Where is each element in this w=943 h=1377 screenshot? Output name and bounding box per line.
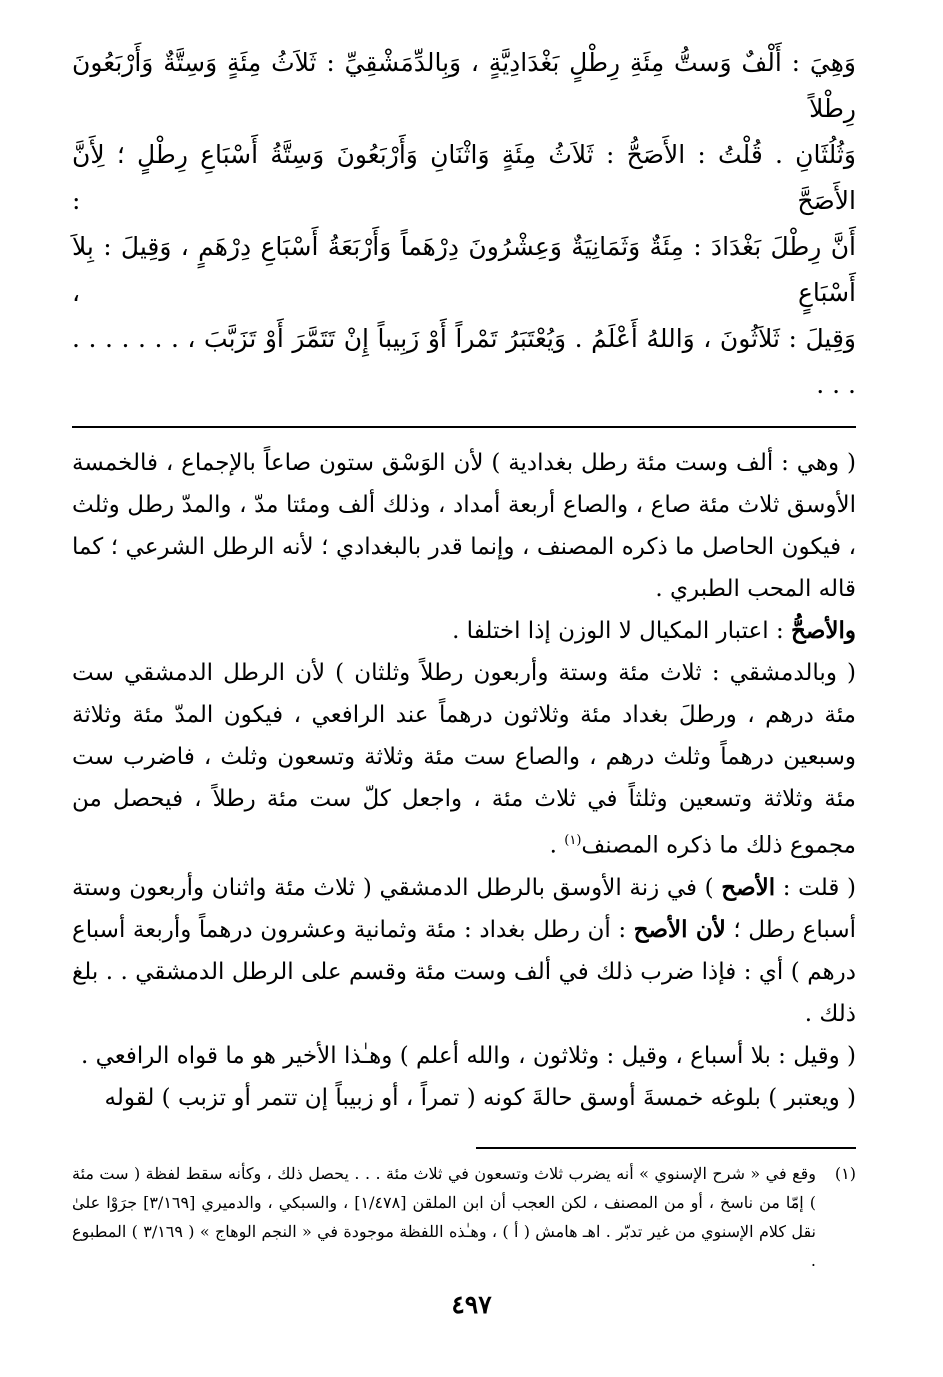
matn-line: وَهِيَ : أَلْفٌ وَستُّ مِئَةِ رِطْلٍ بَغْدَادِيَّةٍ ، وَبِالدِّمَشْقِيِّ : ثَلاَثُ مِئَةٍ وَسِتَّةٌ وَأَرْبَعُونَ رِطْلاً	[72, 48, 856, 123]
bold-term: والأصحُّ	[791, 617, 856, 644]
commentary-paragraph	[72, 652, 856, 867]
commentary-text: : أن رطل بغداد : مئة وثمانية وعشرون درهماً وأربعة أسباع درهم ) أي : فإذا ضرب ذلك في ألف وست مئة وقسم على الرطل الدمشقي . . بلغ ذلك .	[72, 916, 856, 1027]
footnote-ref: (١)	[564, 833, 582, 848]
matn-line: وَثُلُثَانِ . قُلْتُ : الأَصَحُّ : ثَلاَثُ مِئَةٍ وَاثْنَانِ وَأَرْبَعُونَ وَسِتَّةُ أَسْبَاعِ رِطْلٍ ؛ لِأَنَّ الأَصَحَّ :	[72, 140, 856, 215]
page-number: ٤٩٧	[451, 1290, 492, 1319]
footnote-divider	[476, 1147, 856, 1149]
commentary-text: .	[549, 832, 565, 859]
commentary-paragraph: ( ويعتبر ) بلوغه خمسةَ أوسق حالةَ كونه ( تمراً ، أو زبيباً إن تتمر أو تزبب ) لقوله	[104, 1084, 856, 1111]
matn-line: أَنَّ رِطْلَ بَغْدَادَ : مِئَةٌ وَثَمَانِيَةٌ وَعِشْرُونَ دِرْهَماً وَأَرْبَعَةُ أَسْبَاعِ دِرْهَمٍ ، وَقِيلَ : بِلاَ أَسْبَاعٍ ،	[72, 232, 856, 307]
commentary-text: ( وبالدمشقي : ثلاث مئة وستة وأربعون رطلاً وثلثان ) لأن الرطل الدمشقي ست مئة درهم ، ورطلَ بغداد مئة وثلاثون درهماً عند الرافعي ، فيكون المدّ مئة وثلاثة وسبعين درهماً وثلث درهم ، والصاع ست مئة وثلاثة وتسعون وثلث ، فاضرب ست مئة وثلاثة وتسعين وثلثاً في ثلاث مئة ، واجعل كلّ ست مئة رطلاً ، فيحصل من مجموع ذلك ما ذكره المصنف	[72, 660, 856, 859]
bold-term: لأن الأصح	[633, 915, 726, 943]
commentary-text: : اعتبار المكيال لا الوزن إذا اختلفا .	[452, 618, 791, 644]
commentary-paragraph	[72, 610, 856, 652]
matn-line: وَقِيلَ : ثَلاَثُونَ ، وَاللهُ أَعْلَمُ . وَيُعْتَبَرُ تَمْراً أَوْ زَبِيباً إِنْ تَتَمَّرَ أَوْ تَزَبَّبَ ، . . . . . . . . . .	[72, 324, 856, 399]
bold-term: الأصح	[721, 873, 776, 901]
commentary-block	[72, 442, 856, 1119]
matn-text-block	[72, 40, 856, 408]
section-divider	[72, 426, 856, 428]
commentary-paragraph: ( وقيل : بلا أسباع ، وقيل : وثلاثون ، والله أعلم ) وهـٰذا الأخير هو ما قواه الرافعي .	[81, 1042, 856, 1069]
commentary-text: ) في زنة الأوسق بالرطل الدمشقي ( ثلاث مئة واثنان وأربعون وستة أسباع رطل ؛	[72, 874, 856, 943]
footnote-text: وقع في « شرح الإسنوي » أنه يضرب ثلاث وتسعون في ثلاث مئة . . . يحصل ذلك ، وكأنه سقط لفظة ( ست مئة ) إمّا من ناسخ ، أو من المصنف ، لكن العجب أن ابن الملقن [١/٤٧٨] ، والسبكي ، والدميري [٣/١٦٩] جرَوْا علىٰ نقل كلام الإسنوي من غير تدبّر . اهـ هامش ( أ ) ، وهـٰذه اللفظة موجودة في « النجم الوهاج » ( ٣/١٦٩ ) المطبوع .	[72, 1163, 816, 1270]
footnote-row	[72, 1159, 856, 1275]
commentary-text: ( قلت :	[775, 874, 856, 901]
footnote-number: (١)	[834, 1163, 856, 1183]
commentary-paragraph	[72, 867, 856, 1035]
footnote-block	[72, 1159, 856, 1275]
page-content	[72, 40, 856, 1275]
commentary-paragraph: ( وهي : ألف وست مئة رطل بغدادية ) لأن الوَسْق ستون صاعاً بالإجماع ، فالخمسة الأوسق ثلاث مئة صاع ، والصاع أربعة أمداد ، وذلك ألف ومئتا مدّ ، والمدّ رطل وثلث ، فيكون الحاصل ما ذكره المصنف ، وإنما قدر بالبغدادي ؛ لأنه الرطل الشرعي ؛ كما قاله المحب الطبري .	[72, 450, 856, 602]
